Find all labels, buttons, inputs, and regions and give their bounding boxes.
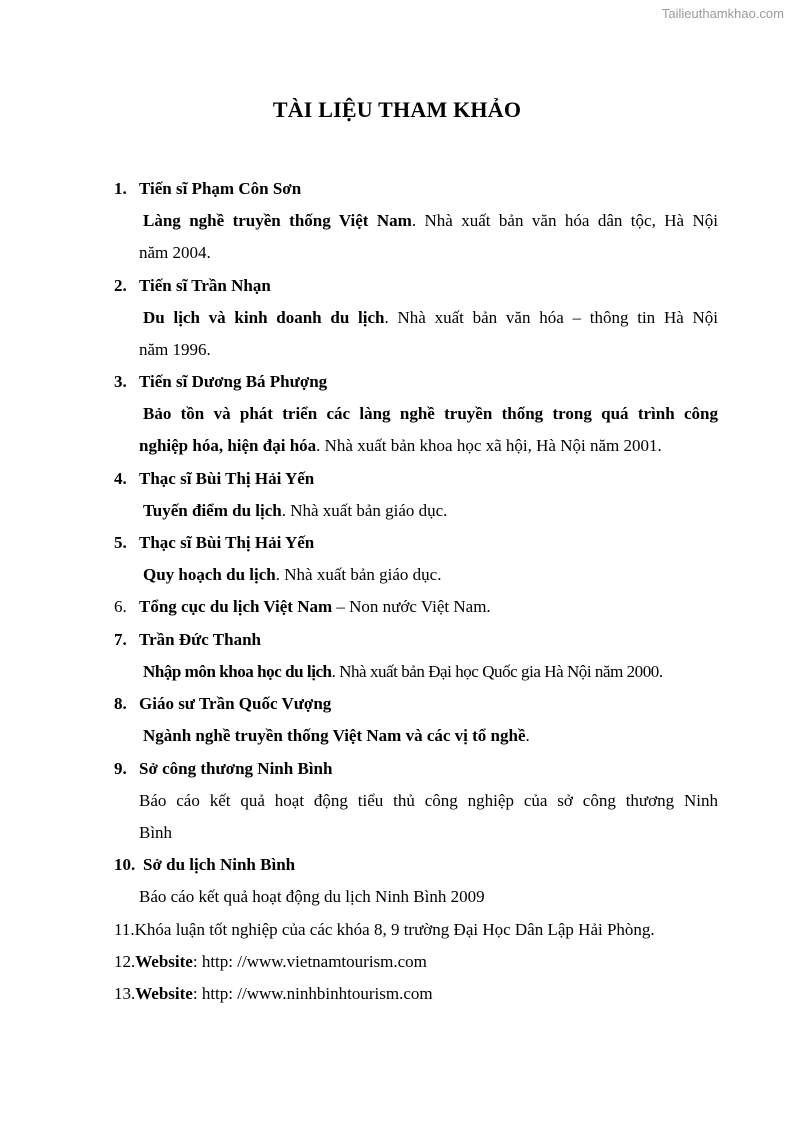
reference-number: 13.: [114, 984, 136, 1003]
reference-detail: [143, 497, 718, 525]
reference-author: Thạc sĩ Bùi Thị Hải Yến: [139, 533, 315, 552]
reference-detail: [143, 658, 718, 686]
reference-number: 7.: [114, 630, 127, 649]
reference-author: Giáo sư Trần Quốc Vượng: [139, 694, 332, 713]
reference-number: 6.: [114, 597, 127, 616]
reference-publisher: năm 2004.: [139, 243, 211, 262]
reference-number: 4.: [114, 469, 127, 488]
reference-work-title: Nhập môn khoa học du lịch: [143, 662, 332, 681]
reference-publisher: – Non nước Việt Nam.: [332, 597, 491, 616]
reference-detail: [143, 304, 718, 332]
reference-publisher: Báo cáo kết quả hoạt động du lịch Ninh Bình 2009: [139, 887, 485, 906]
reference-detail: [143, 561, 718, 589]
reference-number: 9.: [114, 759, 127, 778]
reference-number: 5.: [114, 533, 127, 552]
reference-publisher: năm 1996.: [139, 340, 211, 359]
reference-work-title: Bảo tồn và phát triển các làng nghề truyền thống trong quá trình công: [143, 404, 718, 423]
reference-publisher: . Nhà xuất bản văn hóa dân tộc, Hà Nội: [411, 211, 718, 230]
reference-detail: [139, 432, 718, 460]
reference-work-title: Tuyến điểm du lịch: [143, 501, 282, 520]
reference-number: 12.: [114, 952, 136, 971]
reference-detail: [143, 722, 718, 750]
reference-publisher: . Nhà xuất bản giáo dục.: [281, 501, 448, 520]
reference-detail: [143, 207, 718, 235]
reference-author: Tổng cục du lịch Việt Nam: [139, 597, 333, 616]
website-label: Website: [135, 952, 193, 971]
reference-number: 8.: [114, 694, 127, 713]
reference-work-title: Du lịch và kinh doanh du lịch: [143, 308, 385, 327]
reference-publisher: .: [525, 726, 530, 745]
reference-detail: [114, 948, 427, 976]
reference-detail: [114, 916, 655, 944]
reference-author: Trần Đức Thanh: [139, 630, 261, 649]
reference-publisher: Bình: [139, 823, 173, 842]
reference-publisher: . Nhà xuất bản Đại học Quốc gia Hà Nội năm 2000.: [331, 662, 663, 681]
reference-publisher: Khóa luận tốt nghiệp của các khóa 8, 9 trường Đại Học Dân Lập Hải Phòng.: [134, 920, 655, 939]
reference-author: Tiến sĩ Dương Bá Phượng: [139, 372, 328, 391]
reference-author: Tiến sĩ Trần Nhạn: [139, 276, 271, 295]
reference-work-title: nghiệp hóa, hiện đại hóa: [139, 436, 317, 455]
website-url: : http: //www.vietnamtourism.com: [192, 952, 427, 971]
reference-publisher: . Nhà xuất bản khoa học xã hội, Hà Nội năm 2001.: [316, 436, 662, 455]
reference-publisher: . Nhà xuất bản giáo dục.: [275, 565, 442, 584]
reference-number: 2.: [114, 276, 127, 295]
reference-number: 11.: [114, 920, 135, 939]
website-label: Website: [135, 984, 193, 1003]
reference-work-title: Làng nghề truyền thống Việt Nam: [143, 211, 412, 230]
reference-author: Thạc sĩ Bùi Thị Hải Yến: [139, 469, 315, 488]
reference-number: 10.: [114, 855, 136, 874]
reference-number: 1.: [114, 179, 127, 198]
website-url: : http: //www.ninhbinhtourism.com: [192, 984, 433, 1003]
reference-work-title: Quy hoạch du lịch: [143, 565, 276, 584]
watermark: Tailieuthamkhao.com: [661, 6, 784, 21]
reference-detail: [139, 593, 491, 621]
reference-number: 3.: [114, 372, 127, 391]
reference-publisher: . Nhà xuất bản văn hóa – thông tin Hà Nội: [384, 308, 719, 327]
reference-work-title: Ngành nghề truyền thống Việt Nam và các vị tổ nghề: [143, 726, 526, 745]
reference-publisher: Báo cáo kết quả hoạt động tiểu thủ công nghiệp của sở công thương Ninh: [139, 791, 718, 810]
reference-author: Sở công thương Ninh Bình: [139, 759, 333, 778]
page-title: TÀI LIỆU THAM KHẢO: [272, 97, 522, 122]
reference-author: Sở du lịch Ninh Bình: [143, 855, 296, 874]
reference-detail: [114, 980, 433, 1008]
reference-author: Tiến sĩ Phạm Côn Sơn: [139, 179, 302, 198]
